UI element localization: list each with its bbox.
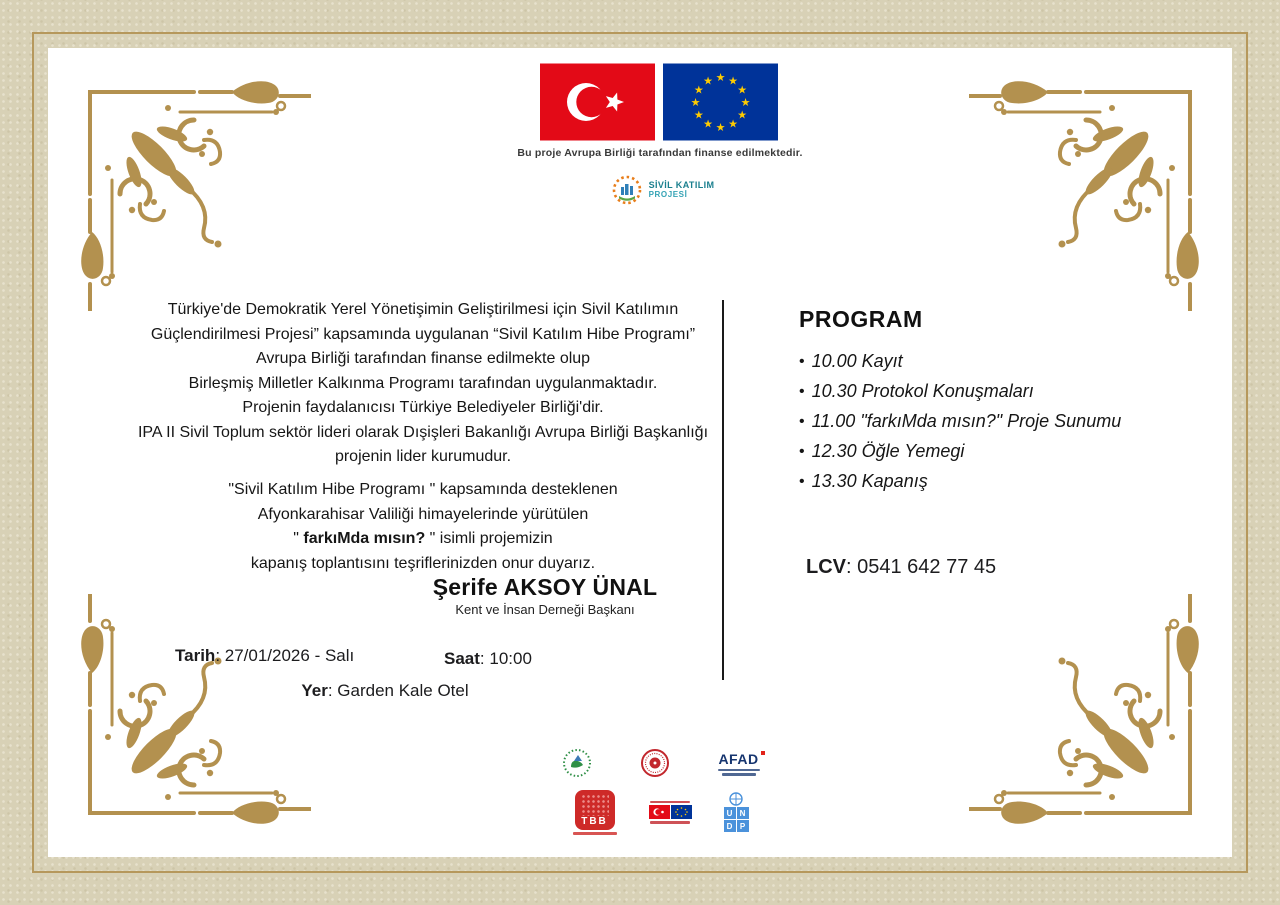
svg-text:★: ★	[737, 108, 748, 122]
event-time	[444, 649, 532, 669]
venue-label: Yer	[301, 681, 328, 700]
lcv-label: LCV	[806, 556, 846, 578]
svg-text:★: ★	[737, 83, 748, 97]
svg-text:★: ★	[703, 117, 713, 131]
svg-text:★: ★	[728, 117, 738, 131]
intro-line: Birleşmiş Milletler Kalkınma Programı tarafından uygulanmaktadır.	[188, 374, 658, 392]
tbb-logo	[573, 790, 617, 835]
svg-text:★: ★	[740, 96, 751, 109]
undp-letter-grid	[724, 807, 749, 832]
invitation-line: Afyonkarahisar Valiliği himayelerinde yürütülen	[257, 505, 589, 523]
undp-letter: U	[724, 807, 736, 819]
ministry-toptext-bar	[650, 801, 690, 804]
intro-line: Projenin faydalanıcısı Türkiye Belediyeler Birliği'dir.	[242, 399, 604, 416]
turkish-flag-icon	[540, 63, 655, 141]
tbb-emblem-icon	[575, 790, 615, 830]
tbb-subtext-bar	[573, 832, 617, 835]
sivil-katilim-logo	[558, 175, 768, 205]
invitation-paragraph	[140, 478, 706, 576]
intro-line: IPA II Sivil Toplum sektör lideri olarak Dışişleri Bakanlığı Avrupa Birliği Başkanlığı	[137, 423, 709, 441]
partner-logos	[48, 748, 1273, 835]
date-value: : 27/01/2026 - Salı	[215, 646, 355, 665]
svg-text:★: ★	[690, 96, 701, 109]
ministry-bottomtext-bar	[650, 821, 690, 824]
program-section	[799, 306, 1199, 493]
bullet-icon: •	[799, 473, 805, 490]
afad-subtext-bar	[722, 773, 756, 776]
invitation-line: kapanış toplantısını teşriflerinizden onur duyarız.	[250, 554, 596, 572]
invitation-card	[48, 48, 1232, 857]
undp-letter: N	[737, 807, 749, 819]
date-label: Tarih	[175, 646, 216, 665]
program-item: • 10.30 Protokol Konuşmaları	[799, 381, 1034, 401]
undp-letter: P	[737, 820, 749, 832]
project-logo-line1: SİVİL KATILIM	[648, 179, 715, 190]
governorship-seal-icon	[640, 748, 670, 778]
program-title: PROGRAM	[799, 306, 923, 332]
foreign-ministry-eu-logo	[649, 801, 692, 824]
project-name-bold: farkıMda mısın?	[303, 530, 426, 547]
mini-turkish-flag-icon	[649, 805, 670, 819]
program-list	[799, 351, 1199, 493]
undp-letter: D	[724, 820, 736, 832]
program-item: • 10.00 Kayıt	[799, 351, 903, 371]
sivil-katilim-emblem-icon	[612, 175, 642, 205]
time-label: Saat	[444, 649, 480, 668]
bullet-icon: •	[799, 413, 805, 430]
funding-caption: Bu proje Avrupa Birliği tarafından finanse edilmektedir.	[517, 147, 803, 159]
svg-text:★: ★	[728, 74, 738, 88]
partner-logos-row1	[562, 748, 760, 778]
lcv-contact	[806, 556, 996, 579]
program-item: • 12.30 Öğle Yemegi	[799, 441, 965, 461]
svg-text:★: ★	[715, 121, 726, 134]
association-green-logo-icon	[562, 748, 592, 778]
partner-logos-row2	[573, 790, 749, 835]
undp-logo	[724, 792, 749, 832]
svg-text:★: ★	[715, 71, 726, 84]
event-venue	[175, 681, 595, 701]
signer-title: Kent ve İnsan Derneği Başkanı	[455, 602, 635, 617]
afad-wordmark: AFAD	[718, 751, 758, 767]
event-date	[175, 646, 354, 666]
project-logo-line2: PROJESİ	[648, 189, 688, 199]
corner-ornament-top-left	[76, 76, 311, 311]
bullet-icon: •	[799, 353, 805, 370]
venue-value: : Garden Kale Otel	[327, 681, 469, 700]
program-item: • 13.30 Kapanış	[799, 471, 928, 491]
invitation-line: " farkıMda mısın? " isimli projemizin	[293, 530, 553, 547]
svg-text:★: ★	[703, 74, 713, 88]
signature-block	[388, 574, 702, 617]
vertical-divider	[722, 300, 724, 680]
un-emblem-icon	[729, 792, 743, 806]
tbb-wordmark: TBB	[581, 816, 608, 827]
tbb-dot-pattern	[581, 794, 609, 816]
svg-text:★: ★	[693, 83, 704, 97]
afad-subtext-bar	[718, 769, 760, 772]
corner-ornament-top-right	[969, 76, 1204, 311]
combo-flags	[649, 805, 692, 819]
intro-line: Güçlendirilmesi Projesi” kapsamında uygulanan “Sivil Katılım Hibe Programı”	[150, 325, 696, 343]
intro-paragraph	[100, 298, 746, 470]
intro-line: projenin lider kurumudur.	[334, 448, 512, 465]
bullet-icon: •	[799, 443, 805, 460]
svg-text:★: ★	[693, 108, 704, 122]
mini-eu-flag-icon	[671, 805, 692, 819]
program-item: • 11.00 "farkıMda mısın?" Proje Sunumu	[799, 411, 1122, 431]
eu-flag-icon	[663, 63, 778, 141]
invitation-line: "Sivil Katılım Hibe Programı " kapsamında desteklenen	[228, 481, 618, 498]
time-value: : 10:00	[479, 649, 532, 668]
intro-line: Türkiye'de Demokratik Yerel Yönetişimin Geliştirilmesi için Sivil Katılımın	[167, 301, 679, 318]
intro-line: Avrupa Birliği tarafından finanse edilmekte olup	[255, 350, 591, 367]
lcv-phone: : 0541 642 77 45	[846, 556, 997, 578]
afad-red-square-icon	[761, 751, 765, 755]
bullet-icon: •	[799, 383, 805, 400]
afad-logo	[718, 751, 760, 776]
signer-name: Şerife AKSOY ÜNAL	[432, 574, 658, 600]
